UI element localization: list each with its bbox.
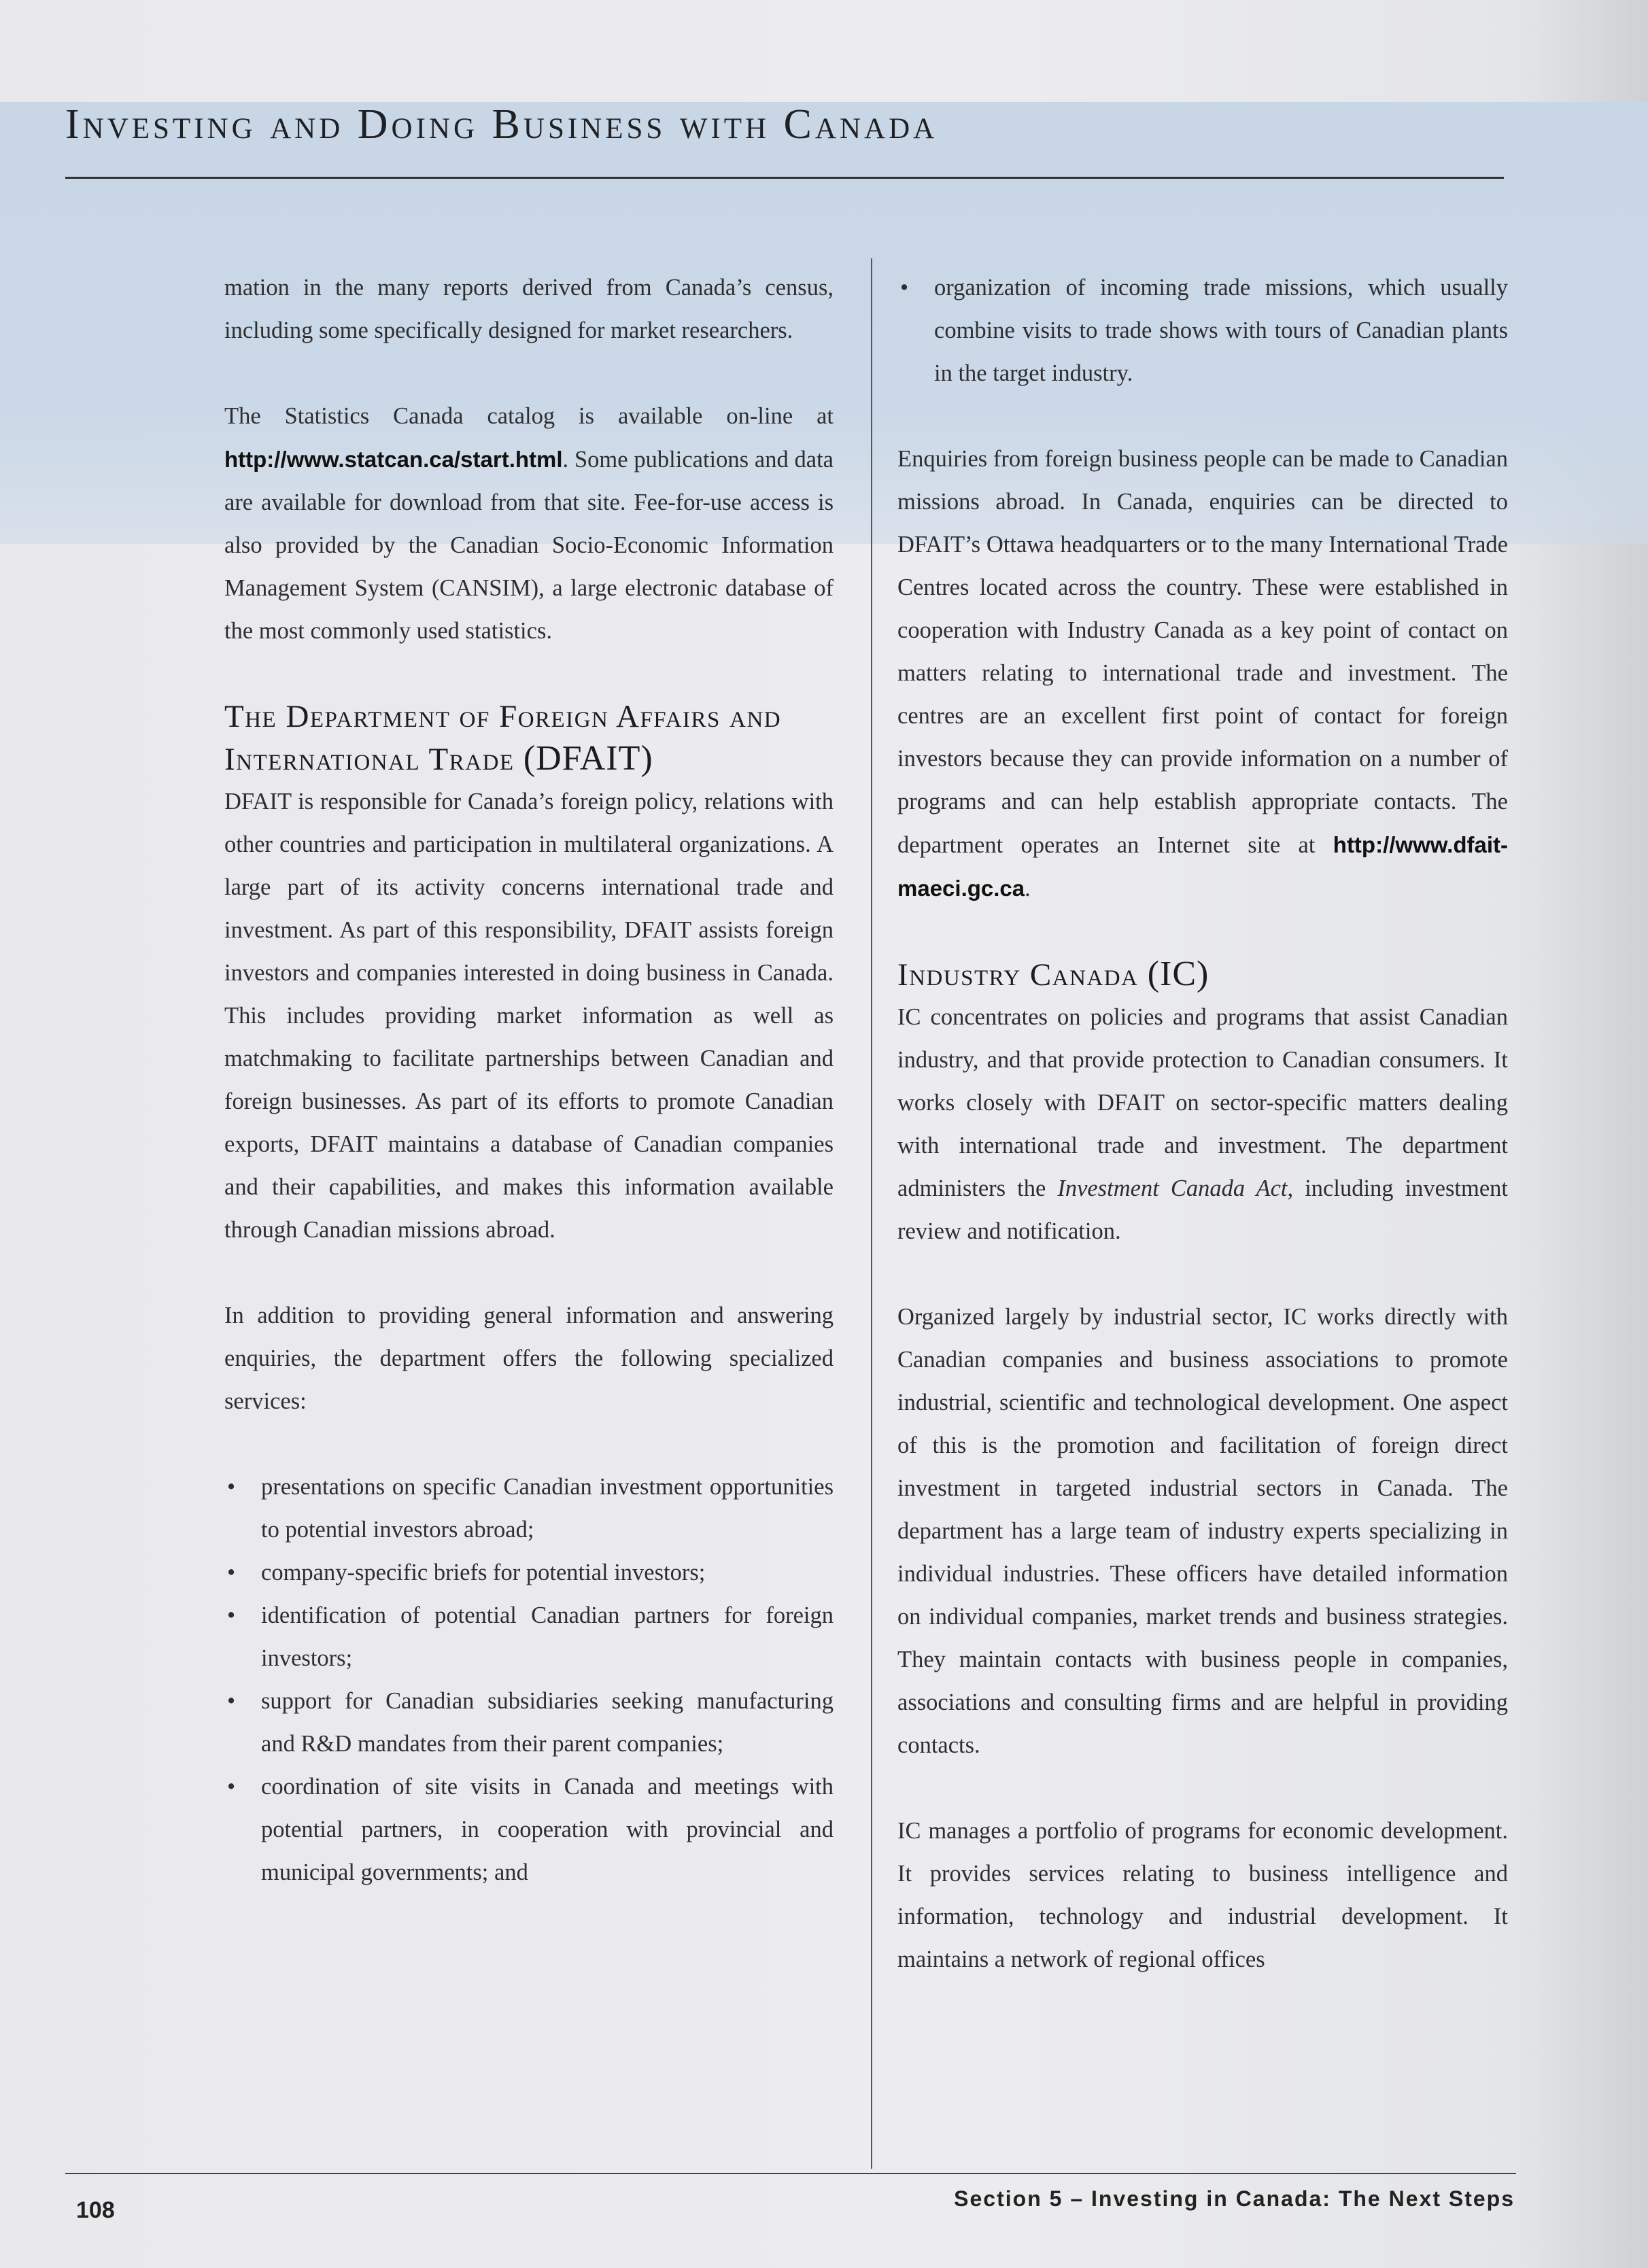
running-title: Investing and Doing Business with Canada <box>65 101 938 148</box>
bullet-icon: • <box>227 1688 236 1714</box>
list-item: • support for Canadian subsidiaries seeking manufacturing and R&D mandates from their parent companies; <box>224 1680 834 1766</box>
list-item: • identification of potential Canadian partners for foreign investors; <box>224 1594 834 1680</box>
act-title: Investment Canada Act <box>1057 1175 1288 1201</box>
bullet-icon: • <box>227 1560 236 1585</box>
paragraph: mation in the many reports derived from Canada’s census, including some specifically designed for market researchers. <box>224 275 834 343</box>
bullet-icon: • <box>900 275 909 300</box>
paragraph: The Statistics Canada catalog is available on-line at http://www.statcan.ca/start.html. Some publications and data are available for download from that site. Fee-for-use access is also provided by the Canadian Socio-Economic Information Management System (CANSIM), a large electronic database of the most commonly used statistics. <box>224 403 834 644</box>
paragraph: DFAIT is responsible for Canada’s foreign policy, relations with other countries and participation in multilateral organizations. A large part of its activity concerns international trade and investment. As part of this responsibility, DFAIT assists foreign investors and companies interested in doing business in Canada. This includes providing market information as well as matchmaking to facilitate partnerships between Canadian and foreign businesses. As part of its efforts to promote Canadian exports, DFAIT maintains a database of Canadian companies and their capabilities, and makes this information available through Canadian missions abroad. <box>224 789 834 1243</box>
bullet-icon: • <box>227 1774 236 1800</box>
list-item: • coordination of site visits in Canada and meetings with potential partners, in cooperation with provincial and municipal governments; and <box>224 1766 834 1894</box>
paragraph: Organized largely by industrial sector, IC works directly with Canadian companies and business associations to promote industrial, scientific and technological development. One aspect of this is the promotion and facilitation of foreign direct investment in targeted industrial sectors in Canada. The department has a large team of industry experts specializing in individual industries. These officers have detailed information on individual companies, market trends and business strategies. They maintain contacts with business people in companies, associations and consulting firms and are helpful in providing contacts. <box>897 1304 1508 1758</box>
right-column <box>897 267 1508 1981</box>
dfait-link[interactable]: http://www.dfait-maeci.gc.ca <box>897 832 1508 901</box>
list-item: • presentations on specific Canadian investment opportunities to potential investors abroad; <box>224 1466 834 1551</box>
column-divider <box>871 258 872 2169</box>
services-list-continued <box>897 267 1508 395</box>
bullet-icon: • <box>227 1602 236 1628</box>
paragraph: IC concentrates on policies and programs that assist Canadian industry, and that provide protection to Canadian consumers. It works closely with DFAIT on sector-specific matters dealing with international trade and investment. The department administers the Investment Canada Act, including investment review and notification. <box>897 1004 1508 1244</box>
bullet-icon: • <box>227 1474 236 1500</box>
page-number: 108 <box>76 2197 115 2223</box>
paragraph: IC manages a portfolio of programs for economic development. It provides services relating to business intelligence and information, technology and industrial development. It maintains a network of regional offices <box>897 1818 1508 1972</box>
services-list <box>224 1466 834 1894</box>
left-column <box>224 267 834 1894</box>
section-heading-ic: Industry Canada (IC) <box>897 955 1209 993</box>
section-heading-dfait: The Department of Foreign Affairs and International Trade (DFAIT) <box>224 699 782 778</box>
list-item: • company-specific briefs for potential investors; <box>224 1551 834 1594</box>
footer-rule <box>65 2173 1516 2174</box>
list-item: • organization of incoming trade missions, which usually combine visits to trade shows with tours of Canadian plants in the target industry. <box>897 267 1508 395</box>
paragraph: In addition to providing general information and answering enquiries, the department offers the following specialized services: <box>224 1303 834 1414</box>
paragraph: Enquiries from foreign business people can be made to Canadian missions abroad. In Canada, enquiries can be directed to DFAIT’s Ottawa headquarters or to the many International Trade Centres located across the country. These were established in cooperation with Industry Canada as a key point of contact on matters relating to international trade and investment. The centres are an excellent first point of contact for foreign investors because they can provide information on a number of programs and can help establish appropriate contacts. The department operates an Internet site at http://www.dfait-maeci.gc.ca. <box>897 446 1508 901</box>
section-label: Section 5 – Investing in Canada: The Next Steps <box>954 2186 1515 2211</box>
statcan-link[interactable]: http://www.statcan.ca/start.html <box>224 447 563 472</box>
title-rule <box>65 177 1504 179</box>
